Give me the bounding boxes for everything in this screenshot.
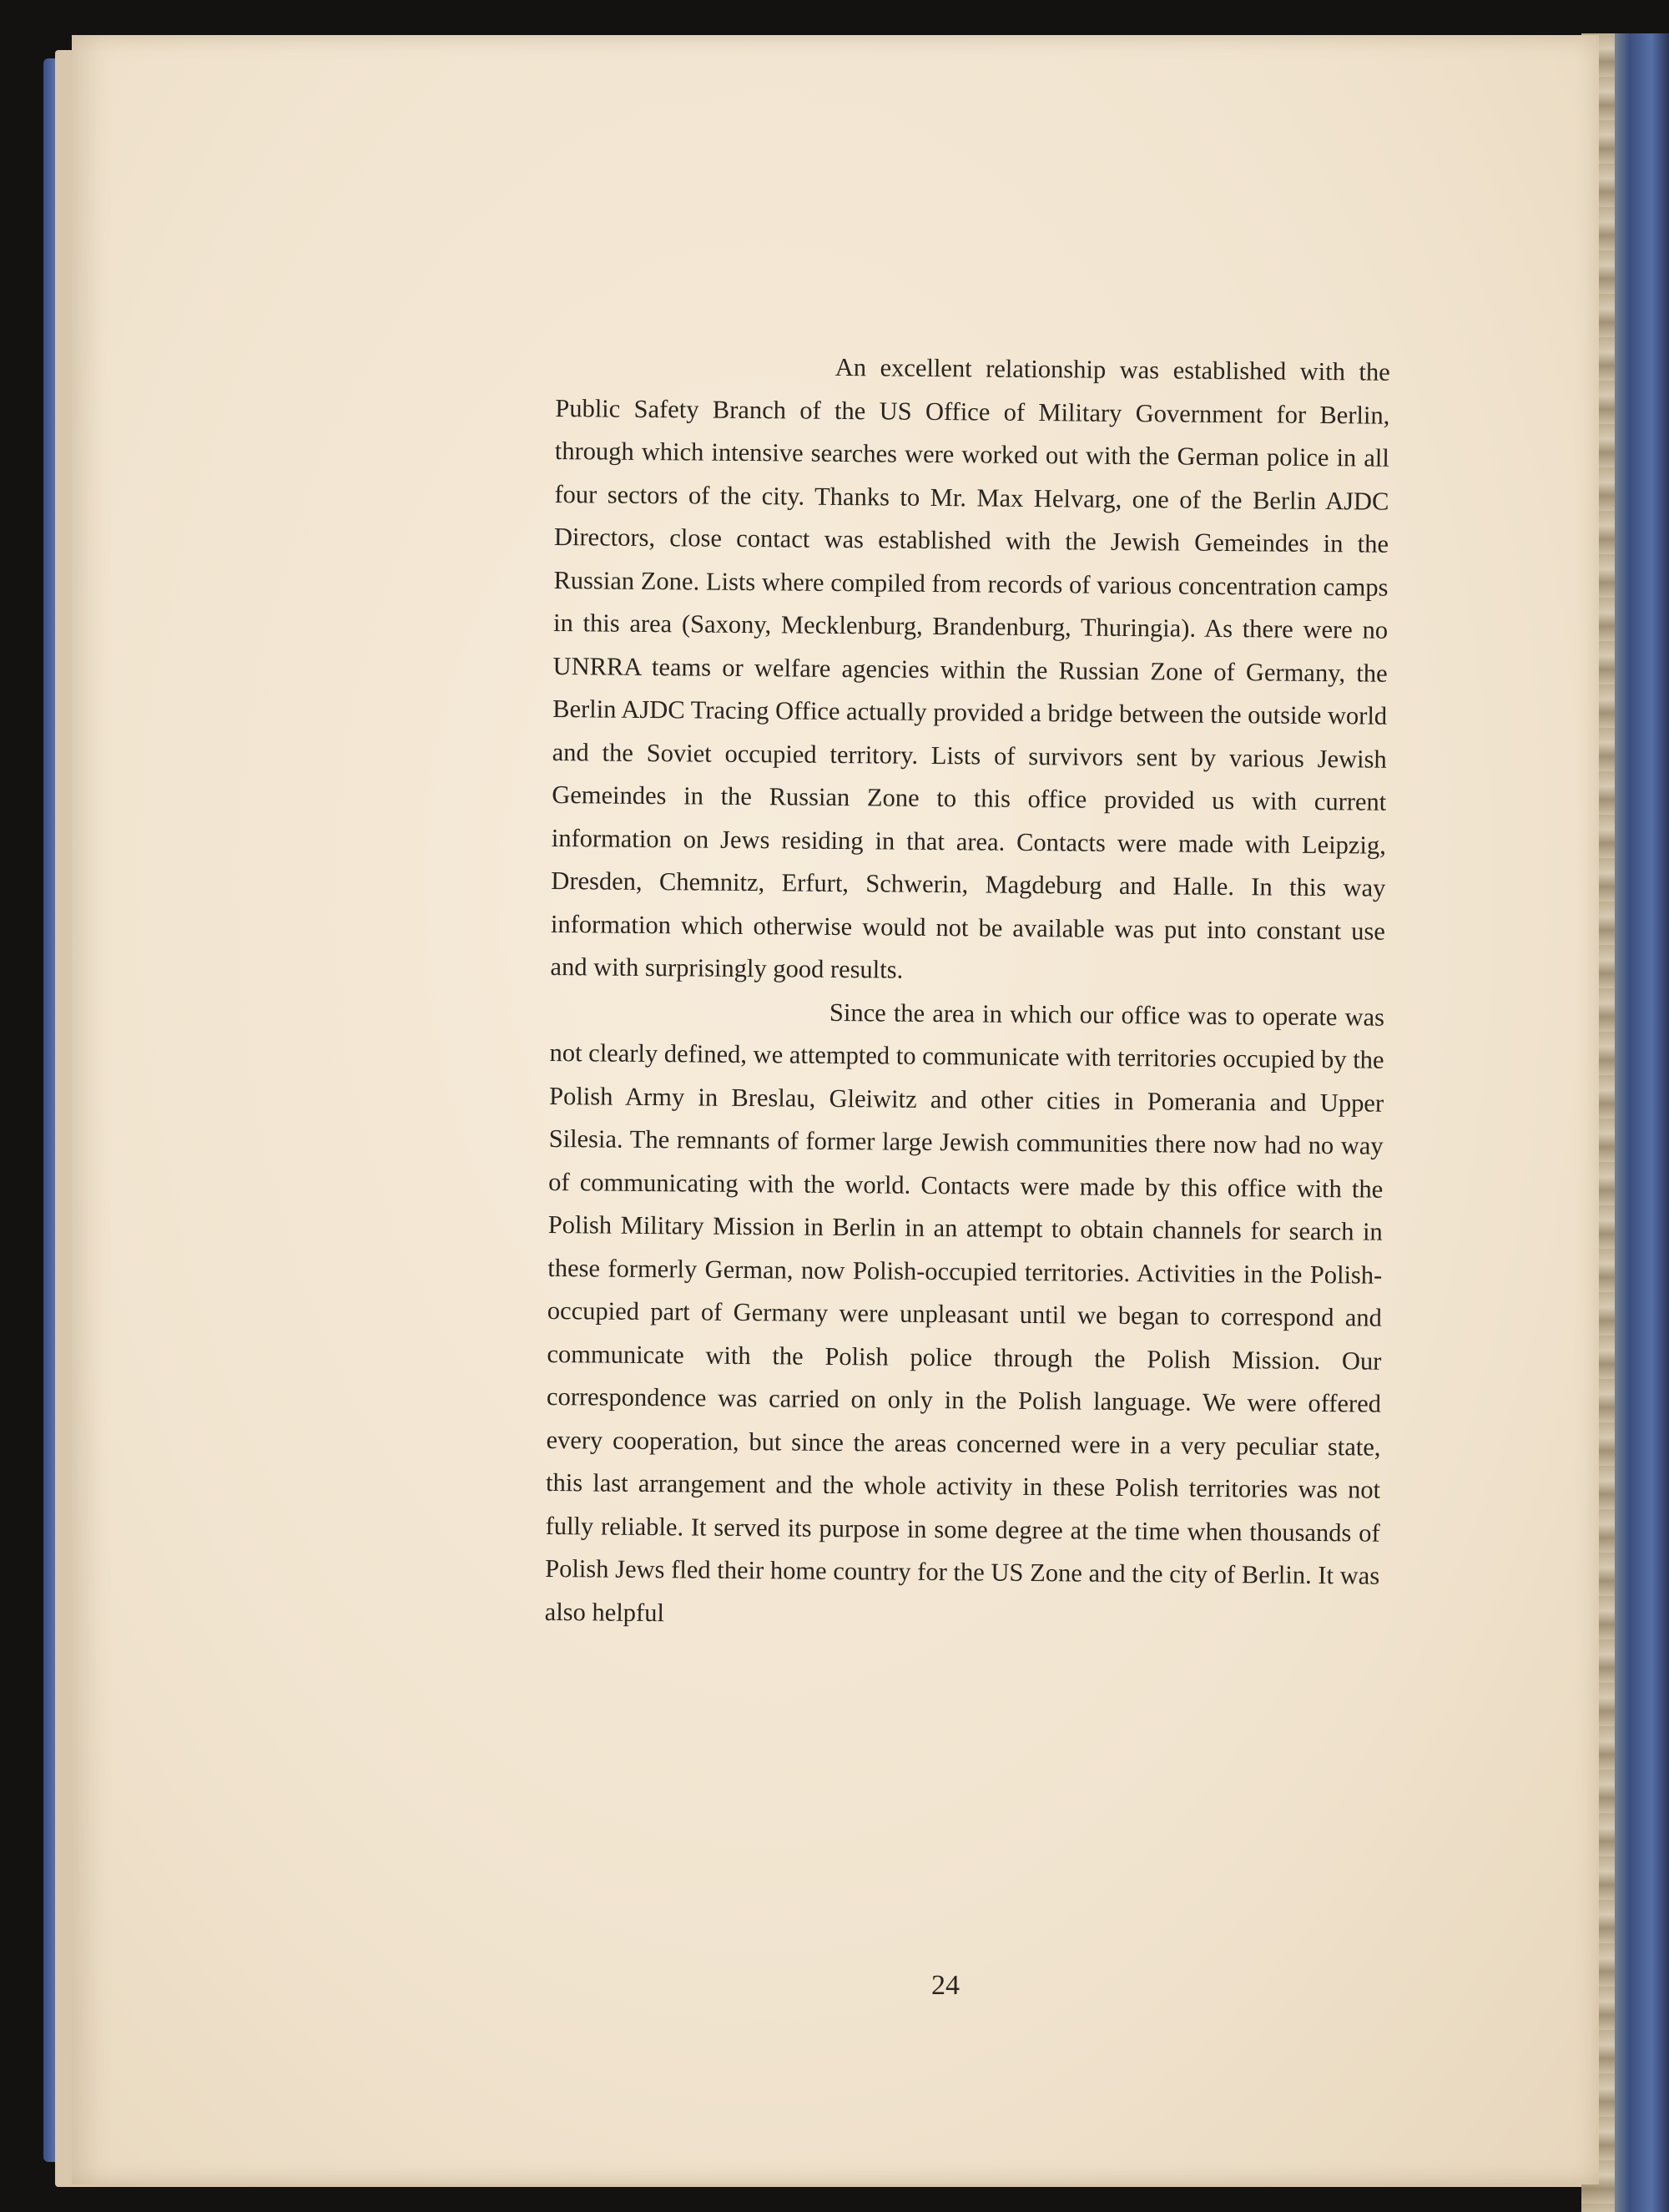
paragraph: An excellent relationship was established with the Public Safety Branch of the US Office of Military Government for Berlin, through which intensive searches were worked out with the German police in all four sectors of the city. Thanks to Mr. Max Helvarg, one of the Berlin AJDC Directors, close contact was established with the Jewish Gemeindes in the Russian Zone. Lists where compiled from records of various concentration camps in this area (Saxony, Mecklenburg, Brandenburg, Thuringia). As there were no UNRRA teams or welfare agencies within the Russian Zone of Germany, the Berlin AJDC Tracing Office actually provided a bridge between the outside world and the Soviet occupied territory. Lists of survivors sent by various Jewish Gemeindes in the Russian Zone to this office provided us with current information on Jews residing in that area. Contacts were made with Leipzig, Dresden, Chemnitz, Erfurt, Schwerin, Magdeburg and Halle. In this way information which otherwise would not be available was put into constant use and with surprisingly good results. (550, 352, 1390, 984)
page-number: 24 (931, 1970, 960, 2001)
body-text (545, 344, 1390, 1641)
book-page (72, 35, 1599, 2184)
paragraph: Since the area in which our office was to operate was not clearly defined, we attempted to communicate with territories occupied by the Polish Army in Breslau, Gleiwitz and other cities in Pomerania and Upper Silesia. The remnants of former large Jewish communities there now had no way of communicating with the world. Contacts were made by this office with the Polish Military Mission in Berlin in an attempt to obtain channels for search in these formerly German, now Polish-occupied territories. Activities in the Polish-occupied part of Germany were unpleasant until we began to correspond and communicate with the Polish police through the Polish Mission. Our correspondence was carried on only in the Polish language. We were offered every cooperation, but since the areas concerned were in a very peculiar state, this last arrangement and the whole activity in these Polish territories was not fully reliable. It served its purpose in some degree at the time when thousands of Polish Jews fled their home country for the US Zone and the city of Berlin. It was also helpful (544, 997, 1385, 1627)
